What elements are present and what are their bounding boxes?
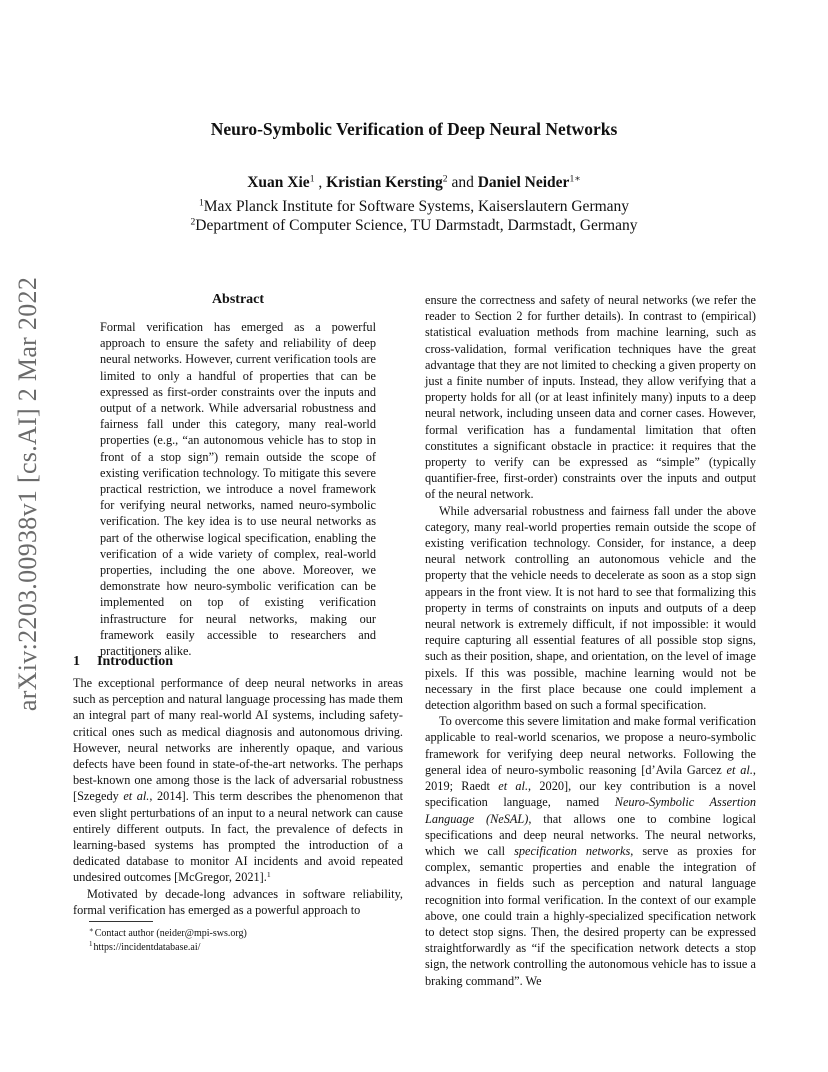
arxiv-identifier: arXiv:2203.00938v1 [cs.AI] 2 Mar 2022 — [13, 276, 42, 712]
paragraph: The exceptional performance of deep neural networks in areas such as perception and natural language processing has made them an integral part of many real-world AI systems, including safety-critical ones such as medical diagnosis and autonomous driving. However, neural networks are inherently opaque, and various defects have been found in state-of-the-art networks. The perhaps best-known one among those is the lack of adversarial robustness [Szegedy et al., 2014]. This term describes the phenomenon that even slight perturbations of an input to a neural network can cause entirely different outputs. In fact, the prevalence of defects in learning-based systems has prompted the introduction of a dedicated database to monitor AI incidents and avoid repeated undesired outcomes [McGregor, 2021].$^1$ — [73, 676, 403, 885]
author-affil-mark: 2 — [442, 173, 448, 185]
abstract-heading: Abstract — [211, 292, 265, 307]
paragraph: To overcome this severe limitation and make formal verification applicable to real-world scenarios, we propose a neuro-symbolic framework for verifying deep neural networks. Following the general idea of neuro-symbolic reasoning [d’Avila Garcez et al., 2019; Raedt et al., 2020], our key contribution is a novel specification language, named Neuro-Symbolic Assertion Language (NeSAL), that allows one to combine logical specifications and deep neural networks. The neural networks, which we call specification networks, serve as proxies for complex, semantic properties and enable the integration of advances in fields such as perception and natural language recognition into formal verification. In the context of our example above, one could train a highly-specialized specification network to detect stop signs. Then, the desired property can be expressed straightforwardly as “if the specification network detects a stop sign, the network controlling the autonomous vehicle has to issue a braking command”. We — [425, 714, 757, 988]
paragraph: Motivated by decade-long advances in software reliability, formal verification has emerged as a powerful approach to — [73, 886, 403, 917]
section-heading-introduction — [73, 654, 173, 670]
right-column-body — [425, 292, 756, 989]
affiliation — [0, 198, 828, 216]
footnote-link[interactable]: https://incidentdatabase.ai/ — [93, 942, 201, 953]
author-name: Daniel Neider — [477, 174, 570, 191]
left-column-body — [73, 675, 403, 918]
affiliation-text: Max Planck Institute for Software Systems, Kaiserslautern Germany — [203, 198, 630, 215]
footnote-divider — [89, 921, 153, 922]
author-affil-mark: 1 — [309, 173, 315, 185]
section-number: 1 — [73, 654, 80, 669]
author-name: Xuan Xie — [247, 174, 310, 191]
abstract-body: Formal verification has emerged as a powerful approach to ensure the safety and reliability of deep neural networks. However, current verification tools are limited to only a handful of properties that can be expressed as first-order constraints over the inputs and output of a network. While adversarial robustness and fairness fall under this category, many real-world properties (e.g., “an autonomous vehicle has to stop in front of a stop sign”) remain outside the scope of existing verification technology. To mitigate this severe practical restriction, we introduce a novel framework for verifying neural networks, named neuro-symbolic verification. The key idea is to use neural networks as part of the otherwise logical specification, enabling the verification of a wide variety of complex, real-world properties, including the one above. Moreover, we demonstrate how neuro-symbolic verification can be implemented on top of existing verification infrastructure for neural networks, making our framework easily accessible to researchers and practitioners alike. — [100, 320, 376, 659]
affiliation — [0, 217, 828, 235]
paragraph: ensure the correctness and safety of neural networks (we refer the reader to Section 2 for further details). In contrast to (empirical) statistical evaluation methods from machine learning, such as cross-validation, formal verification techniques have the great advantage that they are not limited to checking a given property on just a finite number of inputs. Instead, they allow verifying that a property holds for all (or at least infinitely many) inputs to a deep neural network, including unseen data and corner cases. However, formal verification has a fundamental limitation that often constitutes a significant obstacle in practice: it requires that the property to verify can be expressed as “simple” (typically quantifier-free, first-order) constraints over the inputs and output of the neural network. — [425, 293, 756, 502]
section-title: Introduction — [97, 654, 173, 669]
footnote-mark: ∗ — [89, 926, 94, 934]
author-affil-mark: 1∗ — [569, 173, 581, 185]
footnote-mark: 1 — [89, 940, 93, 948]
author-separator: , — [314, 174, 327, 191]
affiliation-text: Department of Computer Science, TU Darmstadt, Darmstadt, Germany — [195, 217, 638, 234]
paragraph: While adversarial robustness and fairness fall under the above category, many real-world properties remain outside the scope of existing verification technology. Consider, for instance, a deep neural network controlling an autonomous vehicle and the property that the vehicle needs to decelerate as soon as a stop sign appears in the front view. It is not hard to see that formalizing this property in terms of constraints on inputs and outputs of a deep neural network is extremely difficult, if not impossible: it would require capturing all essential features of all possible stop signs, such as their position, shape, and orientation, on the level of image pixels. If this was possible, machine learning would not be necessary in the first place because one could implement a detection algorithm based on such a formal specification. — [425, 503, 756, 713]
arxiv-sidebar — [2, 276, 54, 712]
affiliation-mark: 1 — [198, 197, 204, 209]
footnote-ref: 1 — [266, 870, 271, 880]
paper-title: Neuro-Symbolic Verification of Deep Neural Networks — [210, 119, 618, 139]
author-list — [0, 174, 828, 192]
affiliation-mark: 2 — [190, 216, 196, 228]
term-specification-networks: specification networks — [514, 843, 631, 858]
footnote-text: Contact author (neider@mpi-sws.org) — [94, 928, 247, 939]
author-name: Kristian Kersting — [326, 174, 443, 191]
footnote — [89, 938, 200, 954]
language-name: Neuro-Symbolic Assertion Language (NeSAL) — [425, 795, 756, 826]
author-separator: and — [447, 174, 478, 191]
